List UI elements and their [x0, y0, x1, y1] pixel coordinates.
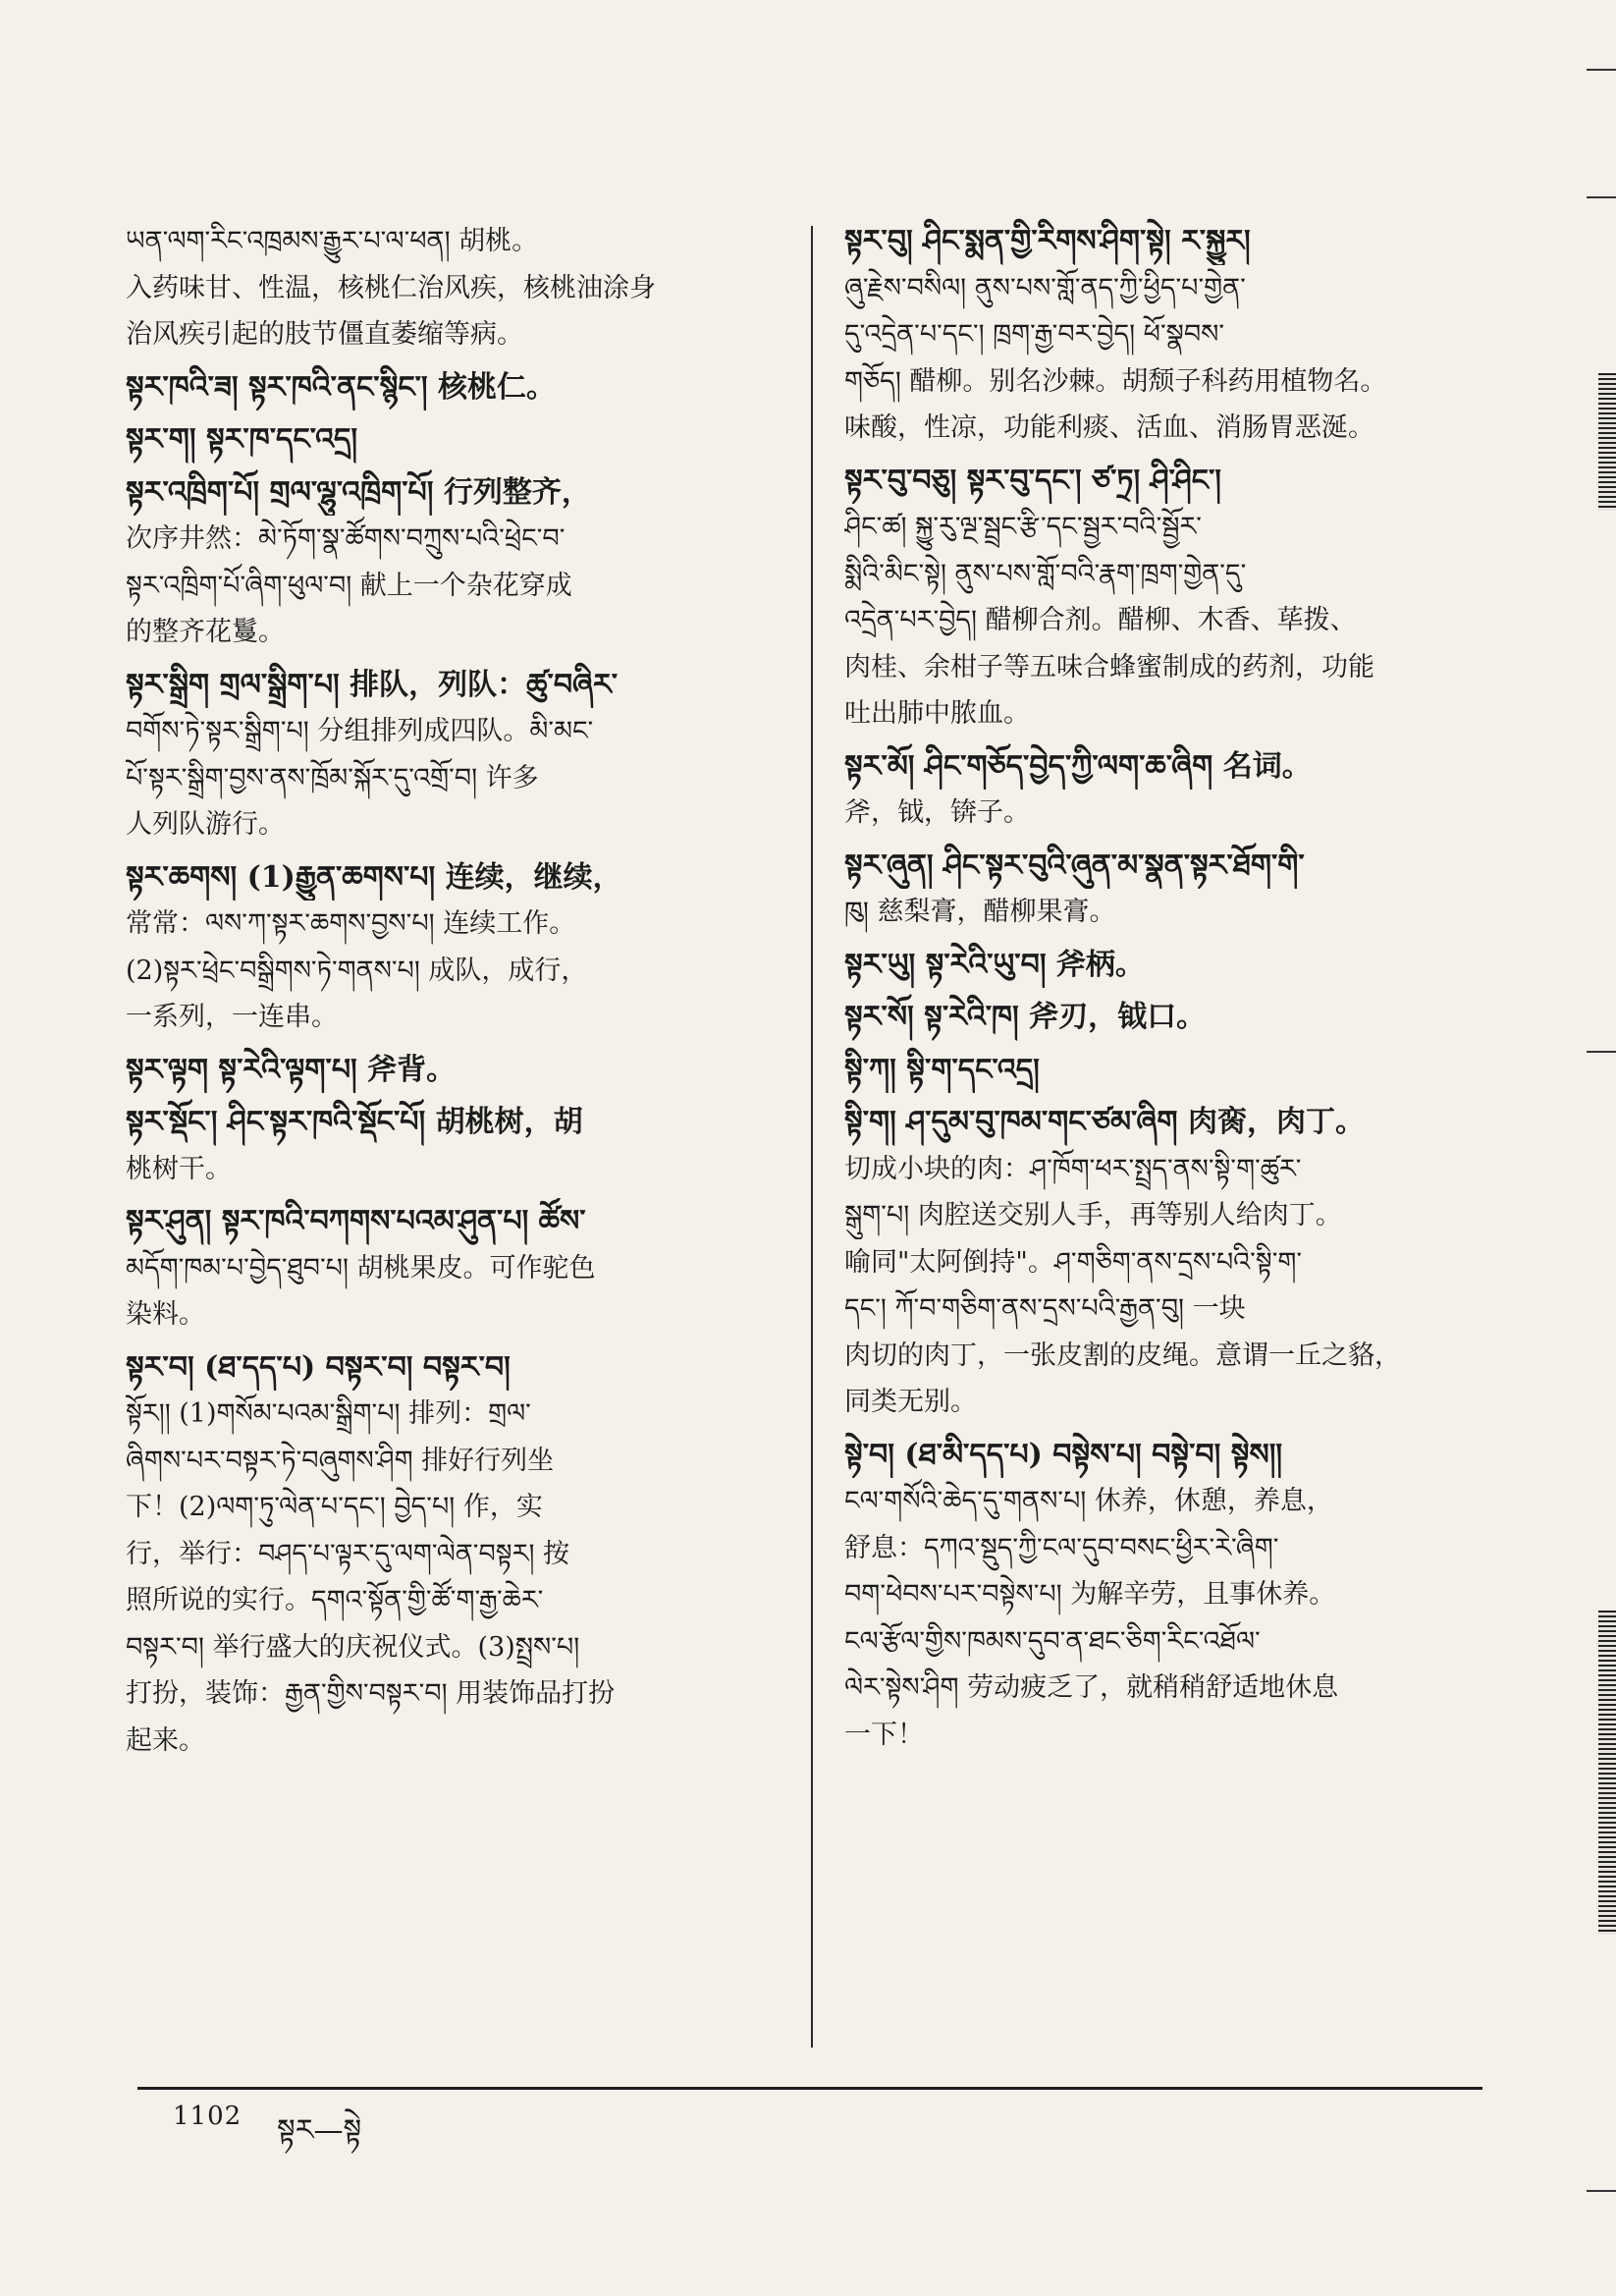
dictionary-entry [126, 662, 793, 848]
dictionary-entry [844, 1099, 1492, 1426]
entry-line: བགོས་ཏེ་སྟར་སྒྲིག་པ། 分组排列成四队。མི་མང་ [126, 716, 594, 746]
dictionary-entry [844, 1432, 1492, 1759]
dictionary-entry [126, 469, 793, 656]
dictionary-entry [844, 994, 1492, 1041]
dictionary-entry [844, 218, 1492, 452]
dictionary-entry [844, 942, 1492, 989]
scan-artifact [1587, 2190, 1616, 2192]
entry-line: ལེར་སྟེས་ཤིག 劳动疲乏了，就稍稍舒适地休息 [844, 1672, 1339, 1703]
dictionary-entry [844, 458, 1492, 738]
entry-line: 照所说的实行。དགའ་སྟོན་གྱི་ཚོ་ག་རྒྱ་ཆེར་ [126, 1585, 544, 1615]
entry-line: 治风疾引起的肢节僵直萎缩等病。 [126, 319, 523, 350]
entry-line: 斧，钺，锛子。 [844, 797, 1030, 828]
entry-line: 吐出肺中脓血。 [844, 698, 1030, 729]
entry-line: 染料。 [126, 1299, 205, 1330]
entry-line: སྟར་འཁྲིག་པོ་ཞིག་ཕུལ་བ། 献上一个杂花穿成 [126, 570, 572, 601]
entry-line: ཁུ། 慈梨膏，醋柳果膏。 [844, 897, 1116, 927]
entry-line: 一下！ [844, 1719, 924, 1750]
entry-line: 同类无别。 [844, 1387, 977, 1417]
dictionary-entry [844, 843, 1492, 936]
entry-line: སྟར་ཞུན། ཤིང་སྟར་བུའི་ཞུན་མ་སྣན་སྟར་ཐོག་གི་ [844, 847, 1305, 883]
entry-line: 切成小块的肉：ཤ་ཁོག་ཕར་སྤྲད་ནས་སྟི་ག་ཚུར་ [844, 1153, 1302, 1184]
entry-line: དང་། ཀོ་བ་གཅིག་ནས་དྲས་པའི་རྒྱན་བུ། 一块 [844, 1293, 1246, 1324]
entry-line: གཅོད། 醋柳。别名沙棘。胡颓子科药用植物名。 [844, 365, 1387, 397]
dictionary-entry [126, 1344, 793, 1765]
footer-rule [137, 2087, 1482, 2090]
scan-artifact [1587, 196, 1616, 198]
entry-line: 下！(2)ལག་ཏུ་ལེན་པ་དང་། བྱེད་པ། 作，实 [126, 1492, 543, 1522]
dictionary-entry [126, 1099, 793, 1192]
entry-line: སྟེ་བ། (ཐ་མི་དད་པ) བསྟེས་པ། བསྟེ་བ། སྟེས།། [844, 1437, 1283, 1472]
entry-line: སྟར་སོ། སྟ་རེའི་ཁ། 斧刃，钺口。 [844, 1000, 1207, 1034]
entry-line: སྟར་ཡུ། སྟ་རེའི་ཡུ་བ། 斧柄。 [844, 947, 1145, 982]
entry-line: ཞུ་རྗེས་བསིལ། ནུས་པས་གློ་ནད་ཀྱི་ཕྱིད་པ་གྱེན་ [844, 272, 1246, 303]
entry-line: 入药味甘、性温，核桃仁治风疾，核桃油涂身 [126, 272, 656, 303]
entry-line: སྟར་བུ་བཅུ། སྟར་བུ་དང་། ཙ་ཏྲ། ཤི་ཤིང་། [844, 463, 1221, 498]
scan-artifact [1598, 1611, 1616, 1935]
entry-line: སྟར་བ། (ཐ་དད་པ) བསྟར་བ། བསྟར་བ། [126, 1349, 511, 1385]
dictionary-entry [126, 364, 793, 411]
entry-line: 起来。 [126, 1724, 205, 1756]
scan-artifact [1587, 69, 1616, 71]
entry-line: སྟར་ཁའི་ཟ། སྟར་ཁའི་ནང་སྙིང་། 核桃仁。 [126, 369, 557, 405]
left-column [126, 218, 793, 1770]
entry-line: 肉切的肉丁，一张皮割的皮绳。意谓一丘之貉， [844, 1339, 1401, 1371]
entry-line: སྒུག་པ། 肉腔送交别人手，再等别人给肉丁。 [844, 1200, 1342, 1230]
entry-line: སྟར་ལྟག སྟ་རེའི་ལྟག་པ། 斧背。 [126, 1052, 457, 1087]
entry-line: 喻同"太阿倒持"。ཤ་གཅིག་ནས་དྲས་པའི་སྟི་ག་ [844, 1246, 1303, 1278]
entry-line: 次序井然：མེ་ཏོག་སྣ་ཚོགས་བཀྲུས་པའི་ཕྲེང་བ་ [126, 523, 566, 554]
entry-line: བག་ཕེབས་པར་བསྟེས་པ། 为解辛劳，且事休养。 [844, 1579, 1336, 1610]
entry-line: ཤིང་ཚ། སྐྱུ་རུ་ལྔ་སྦྲང་རྩི་དང་སྦྱར་བའི་སྦྱོར་ [844, 512, 1202, 542]
dictionary-entry [126, 1198, 793, 1339]
entry-line: སྟར་སྡོང་། ཤིང་སྟར་ཁའི་སྡོང་པོ། 胡桃树，胡 [126, 1105, 583, 1139]
entry-line: སྟི་ག། ཤ་དུམ་བུ་ཁམ་གང་ཙམ་ཞིག 肉脔，肉丁。 [844, 1105, 1365, 1139]
entry-line: སྟར་ཆགས། (1)རྒྱུན་ཆགས་པ། 连续，继续， [126, 859, 622, 895]
entry-line: 行，举行：བཤད་པ་ལྟར་དུ་ལག་ལེན་བསྟར། 按 [126, 1538, 570, 1569]
entry-line: སྟར་འཁྲིག་པོ། གྲལ་ལྷུ་འཁྲིག་པོ། 行列整齐， [126, 474, 591, 510]
entry-line: 舒息：དཀའ་སྡུད་ཀྱི་ངལ་དུབ་བསང་ཕྱིར་རེ་ཞིག་ [844, 1532, 1279, 1563]
entry-line: མདོག་ཁམ་པ་བྱེད་ཐུབ་པ། 胡桃果皮。可作驼色 [126, 1252, 596, 1284]
entry-line: ངལ་གསོའི་ཆེད་དུ་གནས་པ། 休养，休憩，养息， [844, 1486, 1333, 1516]
column-divider [811, 226, 813, 2048]
page-number: 1102 [173, 2102, 242, 2131]
entry-line: ངལ་རྩོལ་གྱིས་ཁམས་དུབ་ན་ཐང་ཅིག་རིང་འཐོལ་ [844, 1625, 1261, 1657]
entry-line: སྨིའི་མིང་སྟེ། ནུས་པས་གློ་བའི་རྣག་ཁྲག་གྱེན་དུ་ [844, 558, 1247, 589]
entry-line: སྟོར།། (1)གསོམ་པའམ་སྒྲིག་པ། 排列：གྲལ་ [126, 1398, 531, 1429]
entry-line: ཞིགས་པར་བསྟར་ཏེ་བཞུགས་ཤིག 排好行列坐 [126, 1445, 555, 1476]
entry-line: 味酸，性凉，功能利痰、活血、消肠胃恶涎。 [844, 412, 1374, 443]
scan-artifact [1587, 1051, 1616, 1053]
entry-line: 肉桂、余柑子等五味合蜂蜜制成的药剂，功能 [844, 651, 1374, 683]
entry-line: སྟར་སྒྲིག གྲལ་སྒྲིག་པ། 排队，列队：ཚུ་བཞིར་ [126, 667, 619, 702]
entry-line: སྟི་ཀ། སྟི་ག་དང་འདྲ། [844, 1052, 1040, 1087]
entry-line: སྟར་ཤུན། སྟར་ཁའི་བཀགས་པའམ་ཤུན་པ། ཚོས་ [126, 1204, 586, 1238]
entry-line: (2)སྟར་ཕྲེང་བསྒྲིགས་ཏེ་གནས་པ། 成队，成行， [126, 955, 588, 986]
scan-artifact [1598, 373, 1616, 511]
entry-line: སྟར་མོ། ཤིང་གཅོད་བྱེད་ཀྱི་ལག་ཆ་ཞིག 名词。 [844, 748, 1312, 784]
entry-line: 桃树干。 [126, 1153, 232, 1184]
dictionary-entry [844, 743, 1492, 837]
entry-line: 人列队游行。 [126, 809, 285, 840]
dictionary-entry [126, 218, 793, 358]
entry-line: ཡན་ལག་རིང་འཁྲམས་རྒྱུར་པ་ལ་ཕན། 胡桃。 [126, 226, 539, 256]
dictionary-entry [126, 854, 793, 1041]
entry-line: 打扮，装饰：རྒྱན་གྱིས་བསྟར་བ། 用装饰品打扮 [126, 1678, 616, 1709]
dictionary-entry [126, 1047, 793, 1094]
dictionary-entry [126, 416, 793, 464]
dictionary-entry [844, 1047, 1492, 1094]
entry-line: པོ་སྟར་སྒྲིག་བྱས་ནས་ཁྲོམ་སྐོར་དུ་འགྲོ་བ། 许多 [126, 762, 539, 793]
entry-line: སྟར་ག། སྟར་ཁ་དང་འདྲ། [126, 422, 358, 457]
entry-line: བསྟར་བ། 举行盛大的庆祝仪式。(3)སྤྲས་པ། [126, 1631, 580, 1663]
right-column [844, 218, 1492, 1764]
entry-line: སྟར་བུ། ཤིང་སྨན་གྱི་རིགས་ཤིག་སྟེ། ཪ་སྐྱུར། [844, 224, 1251, 258]
entry-line: འདྲེན་པར་བྱེད། 醋柳合剂。醋柳、木香、荜拨、 [844, 605, 1357, 635]
running-head: སྟར—སྟེ [277, 2113, 362, 2148]
entry-line: 一系列，一连串。 [126, 1002, 338, 1032]
entry-line: དུ་འདྲེན་པ་དང་། ཁྲག་རྒྱ་བར་བྱེད། ཕོ་སྣབས་ [844, 319, 1225, 350]
entry-line: 常常：ལས་ཀ་སྟར་ཆགས་བྱས་པ། 连续工作。 [126, 908, 576, 939]
entry-line: 的整齐花鬘。 [126, 617, 285, 647]
